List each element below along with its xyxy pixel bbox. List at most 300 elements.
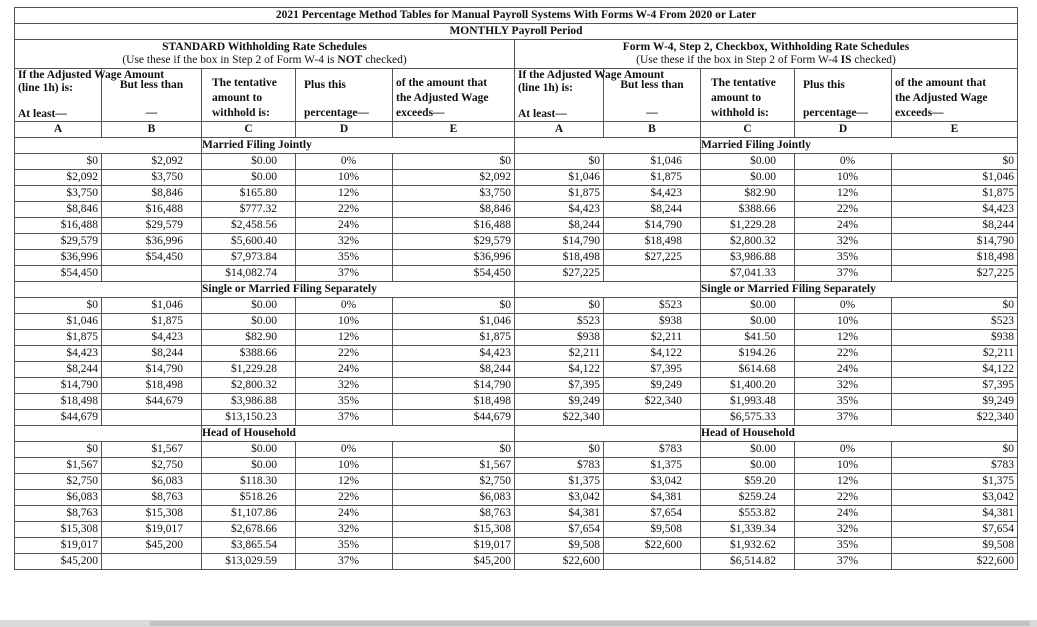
wage-amount-line: (line 1h) is: (18, 82, 73, 94)
at-least-cell: $45,200 (15, 554, 102, 570)
percentage-cell: 10% (296, 458, 393, 474)
left-column-letter: A (15, 122, 102, 138)
exceeds-cell: $18,498 (393, 394, 515, 410)
but-less-than-cell (102, 410, 202, 426)
tentative-amount-cell: $0.00 (202, 458, 296, 474)
but-less-than-cell: $29,579 (102, 218, 202, 234)
percentage-cell: 32% (795, 234, 892, 250)
exceeds-cell: $0 (892, 298, 1018, 314)
but-less-than-cell: $18,498 (102, 378, 202, 394)
right-column-letter: D (795, 122, 892, 138)
tax-table-container (14, 7, 1017, 570)
but-less-dash: — (646, 107, 658, 119)
but-less-than-cell: $2,750 (102, 458, 202, 474)
percentage-cell: 35% (296, 394, 393, 410)
table-row (15, 394, 1018, 410)
percentage-cell: 10% (795, 314, 892, 330)
but-less-than-cell: $9,508 (604, 522, 701, 538)
but-less-than-cell: $4,381 (604, 490, 701, 506)
but-less-label: But less than (620, 79, 684, 91)
exceeds-label: of the amount that (396, 77, 488, 89)
percentage-cell: 22% (296, 202, 393, 218)
tentative-amount-cell: $1,993.48 (701, 394, 795, 410)
percentage-cell: 0% (795, 154, 892, 170)
but-less-than-cell (604, 410, 701, 426)
but-less-than-cell: $1,375 (604, 458, 701, 474)
tentative-amount-cell: $0.00 (701, 298, 795, 314)
percentage-cell: 32% (296, 522, 393, 538)
exceeds-cell: $8,846 (393, 202, 515, 218)
percentage-cell: 12% (795, 186, 892, 202)
percentage-cell: 24% (795, 218, 892, 234)
exceeds-cell: $54,450 (393, 266, 515, 282)
left-col-header-exceeds (393, 69, 515, 122)
but-less-than-cell: $22,340 (604, 394, 701, 410)
table-row (15, 378, 1018, 394)
but-less-than-cell: $4,423 (604, 186, 701, 202)
left-col-header-percentage (296, 69, 393, 122)
exceeds-cell: $8,244 (393, 362, 515, 378)
table-row (15, 410, 1018, 426)
percentage-cell: 35% (795, 394, 892, 410)
subtitle-text: (Use these if the box in Step 2 of Form W-4 is (122, 54, 338, 66)
table-row (15, 266, 1018, 282)
checkbox-schedule-title: Form W-4, Step 2, Checkbox, Withholding Rate Schedules (622, 41, 910, 53)
exceeds-cell: $8,763 (393, 506, 515, 522)
at-least-cell: $0 (515, 442, 604, 458)
exceeds-cell: $0 (393, 298, 515, 314)
right-col-header-exceeds (892, 69, 1018, 122)
percentage-cell: 22% (296, 490, 393, 506)
table-row (15, 538, 1018, 554)
at-least-cell: $2,750 (15, 474, 102, 490)
at-least-cell: $8,244 (515, 218, 604, 234)
tentative-label: The tentative (212, 77, 277, 89)
left-section-blank (15, 138, 202, 154)
at-least-cell: $18,498 (515, 250, 604, 266)
left-column-letter: E (393, 122, 515, 138)
spacer (607, 93, 697, 106)
percentage-cell: 12% (296, 474, 393, 490)
at-least-cell: $1,375 (515, 474, 604, 490)
at-least-cell: $18,498 (15, 394, 102, 410)
wage-amount-line: (line 1h) is: (518, 82, 573, 94)
standard-schedule-header (15, 40, 515, 69)
right-col-header-percentage (795, 69, 892, 122)
exceeds-cell: $4,122 (892, 362, 1018, 378)
percentage-cell: 0% (296, 442, 393, 458)
exceeds-cell: $22,340 (892, 410, 1018, 426)
tentative-amount-cell: $7,973.84 (202, 250, 296, 266)
but-less-than-cell: $1,875 (102, 314, 202, 330)
percentage-cell: 12% (795, 474, 892, 490)
plus-label: Plus this (803, 79, 845, 91)
but-less-than-cell: $1,046 (102, 298, 202, 314)
exceeds-cell: $6,083 (393, 490, 515, 506)
percentage-cell: 37% (795, 266, 892, 282)
right-section-label: Single or Married Filing Separately (701, 282, 1018, 298)
right-section-blank (515, 282, 701, 298)
exceeds-cell: $29,579 (393, 234, 515, 250)
but-less-than-cell: $9,249 (604, 378, 701, 394)
table-title: 2021 Percentage Method Tables for Manual Payroll Systems With Forms W-4 From 2020 or Later (15, 8, 1018, 24)
wage-amount-label: If the Adjusted Wage Amount (18, 69, 165, 81)
subtitle-text: checked) (362, 54, 407, 66)
left-column-letter: C (202, 122, 296, 138)
at-least-cell: $27,225 (515, 266, 604, 282)
tentative-amount-cell: $194.26 (701, 346, 795, 362)
but-less-than-cell (102, 266, 202, 282)
percentage-cell: 10% (296, 314, 393, 330)
tentative-amount-cell: $1,932.62 (701, 538, 795, 554)
exceeds-cell: $18,498 (892, 250, 1018, 266)
horizontal-scrollbar[interactable] (0, 620, 1037, 627)
percentage-cell: 35% (795, 538, 892, 554)
but-less-than-cell: $8,763 (102, 490, 202, 506)
but-less-than-cell: $54,450 (102, 250, 202, 266)
exceeds-cell: $1,375 (892, 474, 1018, 490)
but-less-than-cell: $19,017 (102, 522, 202, 538)
table-row (15, 442, 1018, 458)
tentative-amount-cell: $41.50 (701, 330, 795, 346)
section-label-row (15, 138, 1018, 154)
exceeds-cell: $9,508 (892, 538, 1018, 554)
percentage-cell: 24% (296, 362, 393, 378)
at-least-cell: $3,750 (15, 186, 102, 202)
but-less-than-cell (102, 554, 202, 570)
tentative-amount-cell: $2,800.32 (701, 234, 795, 250)
left-column-letter: D (296, 122, 393, 138)
but-less-than-cell: $4,423 (102, 330, 202, 346)
at-least-cell: $0 (515, 154, 604, 170)
exceeds-label: the Adjusted Wage (396, 92, 489, 104)
exceeds-cell: $4,423 (892, 202, 1018, 218)
at-least-cell: $22,340 (515, 410, 604, 426)
subtitle-emphasis: IS (840, 54, 852, 66)
tentative-amount-cell: $165.80 (202, 186, 296, 202)
percentage-cell: 12% (795, 330, 892, 346)
tentative-amount-cell: $118.30 (202, 474, 296, 490)
checkbox-schedule-subtitle (518, 54, 1014, 67)
tentative-amount-cell: $0.00 (202, 314, 296, 330)
percentage-cell: 37% (795, 410, 892, 426)
at-least-cell: $0 (15, 442, 102, 458)
at-least-cell: $1,875 (515, 186, 604, 202)
tentative-amount-cell: $1,339.34 (701, 522, 795, 538)
at-least-cell: $8,244 (15, 362, 102, 378)
table-row (15, 506, 1018, 522)
at-least-cell: $3,042 (515, 490, 604, 506)
spacer (18, 95, 98, 108)
table-row (15, 218, 1018, 234)
right-column-letter: C (701, 122, 795, 138)
tentative-amount-cell: $1,229.28 (701, 218, 795, 234)
exceeds-cell: $4,381 (892, 506, 1018, 522)
exceeds-cell: $0 (892, 442, 1018, 458)
table-row (15, 490, 1018, 506)
at-least-cell: $15,308 (15, 522, 102, 538)
right-column-letter: E (892, 122, 1018, 138)
exceeds-cell: $2,750 (393, 474, 515, 490)
standard-schedule-title: STANDARD Withholding Rate Schedules (162, 41, 367, 53)
at-least-cell: $4,122 (515, 362, 604, 378)
exceeds-cell: $7,395 (892, 378, 1018, 394)
but-less-than-cell: $2,092 (102, 154, 202, 170)
percentage-cell: 35% (795, 250, 892, 266)
tentative-amount-cell: $259.24 (701, 490, 795, 506)
percentage-cell: 22% (795, 490, 892, 506)
tentative-amount-cell: $388.66 (701, 202, 795, 218)
percentage-cell: 35% (296, 250, 393, 266)
wage-amount-label: If the Adjusted Wage Amount (518, 69, 665, 81)
percentage-cell: 32% (296, 234, 393, 250)
exceeds-cell: $2,092 (393, 170, 515, 186)
percentage-cell: 24% (296, 218, 393, 234)
tentative-amount-cell: $553.82 (701, 506, 795, 522)
tentative-amount-cell: $777.32 (202, 202, 296, 218)
exceeds-cell: $3,750 (393, 186, 515, 202)
subtitle-text: checked) (851, 54, 896, 66)
at-least-cell: $9,249 (515, 394, 604, 410)
right-section-label: Married Filing Jointly (701, 138, 1018, 154)
tentative-amount-cell: $0.00 (202, 170, 296, 186)
but-less-than-cell: $523 (604, 298, 701, 314)
at-least-cell: $1,046 (515, 170, 604, 186)
table-row (15, 330, 1018, 346)
table-row (15, 554, 1018, 570)
exceeds-cell: $44,679 (393, 410, 515, 426)
tentative-amount-cell: $6,514.82 (701, 554, 795, 570)
tentative-amount-cell: $0.00 (202, 442, 296, 458)
at-least-cell: $4,423 (15, 346, 102, 362)
percentage-cell: 10% (795, 170, 892, 186)
exceeds-cell: $19,017 (393, 538, 515, 554)
plus-label: Plus this (304, 79, 346, 91)
but-less-than-cell: $783 (604, 442, 701, 458)
percentage-label: percentage— (803, 107, 868, 119)
exceeds-cell: $22,600 (892, 554, 1018, 570)
but-less-than-cell: $15,308 (102, 506, 202, 522)
at-least-cell: $8,763 (15, 506, 102, 522)
exceeds-cell: $1,875 (892, 186, 1018, 202)
exceeds-cell: $15,308 (393, 522, 515, 538)
exceeds-cell: $0 (393, 442, 515, 458)
percentage-cell: 10% (296, 170, 393, 186)
but-less-than-cell: $2,211 (604, 330, 701, 346)
but-less-dash: — (145, 107, 158, 119)
but-less-than-cell: $1,046 (604, 154, 701, 170)
percentage-cell: 0% (795, 442, 892, 458)
right-section-blank (515, 138, 701, 154)
percentage-cell: 22% (296, 346, 393, 362)
but-less-than-cell: $8,244 (604, 202, 701, 218)
tentative-amount-cell: $3,986.88 (202, 394, 296, 410)
subtitle-text: (Use these if the box in Step 2 of Form W-4 (636, 54, 841, 66)
at-least-cell: $4,381 (515, 506, 604, 522)
but-less-than-cell: $3,042 (604, 474, 701, 490)
percentage-cell: 22% (795, 346, 892, 362)
at-least-cell: $0 (515, 298, 604, 314)
tentative-amount-cell: $7,041.33 (701, 266, 795, 282)
exceeds-label: the Adjusted Wage (895, 92, 988, 104)
standard-schedule-subtitle (18, 54, 511, 67)
exceeds-cell: $1,046 (393, 314, 515, 330)
tentative-label: withhold is: (711, 107, 769, 119)
tentative-amount-cell: $3,865.54 (202, 538, 296, 554)
tentative-label: withhold is: (212, 107, 270, 119)
at-least-cell: $4,423 (515, 202, 604, 218)
exceeds-cell: $7,654 (892, 522, 1018, 538)
tentative-amount-cell: $6,575.33 (701, 410, 795, 426)
percentage-cell: 37% (795, 554, 892, 570)
but-less-than-cell (604, 554, 701, 570)
table-row (15, 186, 1018, 202)
percentage-cell: 12% (296, 330, 393, 346)
but-less-than-cell: $4,122 (604, 346, 701, 362)
percentage-cell: 32% (296, 378, 393, 394)
table-row (15, 154, 1018, 170)
spacer (518, 95, 600, 108)
exceeds-cell: $3,042 (892, 490, 1018, 506)
spacer (304, 93, 389, 106)
at-least-cell: $9,508 (515, 538, 604, 554)
exceeds-cell: $16,488 (393, 218, 515, 234)
tentative-amount-cell: $1,229.28 (202, 362, 296, 378)
section-label-row (15, 282, 1018, 298)
but-less-than-cell: $14,790 (102, 362, 202, 378)
exceeds-label: of the amount that (895, 77, 987, 89)
percentage-cell: 37% (296, 266, 393, 282)
percentage-method-table (14, 7, 1018, 570)
right-section-blank (515, 426, 701, 442)
percentage-label: percentage— (304, 107, 369, 119)
tentative-amount-cell: $14,082.74 (202, 266, 296, 282)
at-least-cell: $1,875 (15, 330, 102, 346)
tentative-amount-cell: $3,986.88 (701, 250, 795, 266)
at-least-cell: $523 (515, 314, 604, 330)
at-least-label: At least— (518, 108, 567, 120)
exceeds-cell: $1,567 (393, 458, 515, 474)
tentative-amount-cell: $1,400.20 (701, 378, 795, 394)
spacer (105, 93, 198, 106)
right-column-letter: A (515, 122, 604, 138)
at-least-cell: $14,790 (15, 378, 102, 394)
at-least-cell: $8,846 (15, 202, 102, 218)
right-column-letter: B (604, 122, 701, 138)
at-least-cell: $7,395 (515, 378, 604, 394)
at-least-cell: $36,996 (15, 250, 102, 266)
percentage-cell: 24% (296, 506, 393, 522)
tentative-amount-cell: $1,107.86 (202, 506, 296, 522)
tentative-amount-cell: $2,678.66 (202, 522, 296, 538)
percentage-cell: 24% (795, 506, 892, 522)
exceeds-cell: $2,211 (892, 346, 1018, 362)
percentage-cell: 22% (795, 202, 892, 218)
right-section-label: Head of Household (701, 426, 1018, 442)
at-least-cell: $16,488 (15, 218, 102, 234)
but-less-than-cell: $45,200 (102, 538, 202, 554)
at-least-cell: $19,017 (15, 538, 102, 554)
at-least-cell: $783 (515, 458, 604, 474)
but-less-than-cell: $7,395 (604, 362, 701, 378)
exceeds-label: exceeds— (396, 107, 445, 119)
scrollbar-thumb[interactable] (150, 621, 1030, 626)
exceeds-cell: $0 (393, 154, 515, 170)
tentative-amount-cell: $5,600.40 (202, 234, 296, 250)
exceeds-cell: $14,790 (892, 234, 1018, 250)
payroll-period: MONTHLY Payroll Period (15, 24, 1018, 40)
table-row (15, 234, 1018, 250)
table-row (15, 522, 1018, 538)
table-row (15, 346, 1018, 362)
exceeds-cell: $938 (892, 330, 1018, 346)
but-less-than-cell: $36,996 (102, 234, 202, 250)
left-section-blank (15, 426, 202, 442)
tentative-amount-cell: $0.00 (202, 298, 296, 314)
but-less-than-cell: $14,790 (604, 218, 701, 234)
tentative-amount-cell: $13,029.59 (202, 554, 296, 570)
tentative-amount-cell: $518.26 (202, 490, 296, 506)
table-row (15, 202, 1018, 218)
percentage-cell: 32% (795, 522, 892, 538)
tentative-amount-cell: $2,800.32 (202, 378, 296, 394)
exceeds-cell: $14,790 (393, 378, 515, 394)
at-least-cell: $1,567 (15, 458, 102, 474)
tentative-amount-cell: $0.00 (701, 442, 795, 458)
table-row (15, 362, 1018, 378)
table-row (15, 298, 1018, 314)
exceeds-cell: $1,046 (892, 170, 1018, 186)
at-least-cell: $14,790 (515, 234, 604, 250)
percentage-cell: 0% (795, 298, 892, 314)
left-section-label: Head of Household (202, 426, 515, 442)
left-section-label: Married Filing Jointly (202, 138, 515, 154)
but-less-than-cell: $18,498 (604, 234, 701, 250)
exceeds-cell: $45,200 (393, 554, 515, 570)
tentative-amount-cell: $59.20 (701, 474, 795, 490)
at-least-cell: $2,092 (15, 170, 102, 186)
percentage-cell: 32% (795, 378, 892, 394)
but-less-than-cell: $7,654 (604, 506, 701, 522)
left-section-blank (15, 282, 202, 298)
percentage-cell: 37% (296, 410, 393, 426)
checkbox-schedule-header (515, 40, 1018, 69)
left-col-header-tentative (202, 69, 296, 122)
at-least-cell: $2,211 (515, 346, 604, 362)
exceeds-label: exceeds— (895, 107, 944, 119)
exceeds-cell: $4,423 (393, 346, 515, 362)
table-row (15, 250, 1018, 266)
tentative-amount-cell: $0.00 (701, 458, 795, 474)
left-section-label: Single or Married Filing Separately (202, 282, 515, 298)
but-less-than-cell: $8,846 (102, 186, 202, 202)
tentative-label: The tentative (711, 77, 776, 89)
percentage-cell: 0% (296, 154, 393, 170)
tentative-label: amount to (212, 92, 263, 104)
tentative-amount-cell: $388.66 (202, 346, 296, 362)
percentage-cell: 0% (296, 298, 393, 314)
but-less-than-cell: $1,875 (604, 170, 701, 186)
tentative-amount-cell: $0.00 (701, 314, 795, 330)
percentage-cell: 35% (296, 538, 393, 554)
exceeds-cell: $523 (892, 314, 1018, 330)
tentative-amount-cell: $82.90 (202, 330, 296, 346)
at-least-cell: $0 (15, 154, 102, 170)
at-least-label: At least— (18, 108, 67, 120)
at-least-cell: $29,579 (15, 234, 102, 250)
but-less-than-cell: $8,244 (102, 346, 202, 362)
at-least-cell: $938 (515, 330, 604, 346)
